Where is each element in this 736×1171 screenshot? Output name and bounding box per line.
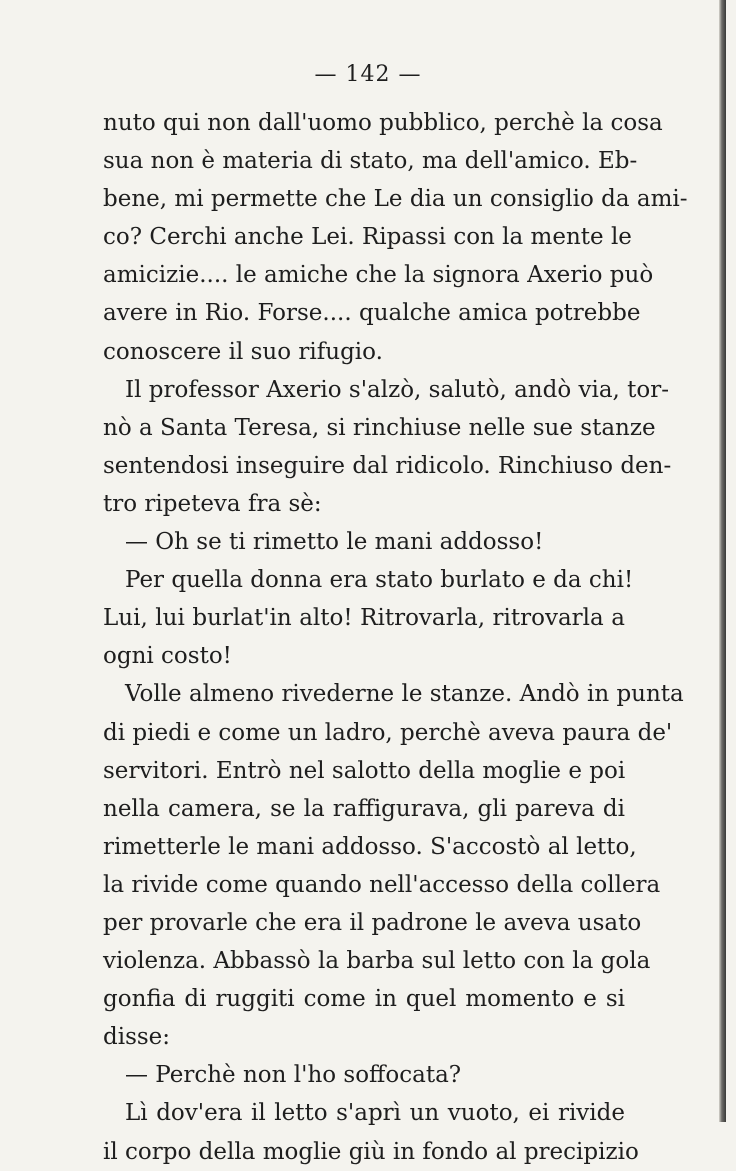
page-text	[103, 104, 688, 1171]
text-line: Lui, lui burlat'in alto! Ritrovarla, ritrovarla a	[103, 605, 625, 632]
text-line: rimetterle le mani addosso. S'accostò al letto,	[103, 833, 637, 860]
text-line: Per quella donna era stato burlato e da chi!	[125, 567, 634, 594]
text-line: violenza. Abbassò la barba sul letto con la gola	[103, 948, 651, 975]
text-line: co? Cerchi anche Lei. Ripassi con la mente le	[103, 224, 632, 251]
text-line: gonfia di ruggiti come in quel momento e si	[103, 986, 625, 1013]
text-line: sua non è materia di stato, ma dell'amico. Eb-	[103, 148, 638, 175]
text-line: bene, mi permette che Le dia un consiglio da ami-	[103, 186, 688, 213]
text-line: nella camera, se la raffigurava, gli pareva di	[103, 795, 625, 822]
page-number: — 142 —	[314, 62, 422, 87]
text-line: nuto qui non dall'uomo pubblico, perchè la cosa	[103, 110, 663, 136]
text-line: Il professor Axerio s'alzò, salutò, andò via, tor-	[125, 376, 670, 403]
text-line: la rivide come quando nell'accesso della collera	[103, 871, 661, 898]
text-line: servitori. Entrò nel salotto della moglie e poi	[103, 757, 626, 784]
text-line: per provarle che era il padrone le aveva usato	[103, 909, 642, 936]
text-line: di piedi e come un ladro, perchè aveva paura de'	[103, 719, 673, 746]
text-line: nò a Santa Teresa, si rinchiuse nelle sue stanze	[103, 414, 656, 441]
text-line: sentendosi inseguire dal ridicolo. Rinchiuso den-	[103, 452, 672, 479]
text-line: il corpo della moglie giù in fondo al precipizio	[103, 1138, 639, 1165]
text-line: disse:	[103, 1024, 171, 1051]
text-line: conoscere il suo rifugio.	[103, 338, 383, 365]
text-line: — Oh se ti rimetto le mani addosso!	[125, 529, 544, 556]
text-line: amicizie.... le amiche che la signora Axerio può	[103, 262, 654, 289]
text-line: avere in Rio. Forse.... qualche amica potrebbe	[103, 300, 641, 327]
text-line: tro ripeteva fra sè:	[103, 490, 322, 517]
text-line: — Perchè non l'ho soffocata?	[125, 1062, 462, 1089]
text-line: ogni costo!	[103, 643, 232, 670]
text-line: Volle almeno rivederne le stanze. Andò in punta	[125, 681, 684, 708]
page-spine-edge	[719, 0, 726, 1122]
text-line: Lì dov'era il letto s'aprì un vuoto, ei rivide	[125, 1100, 625, 1127]
